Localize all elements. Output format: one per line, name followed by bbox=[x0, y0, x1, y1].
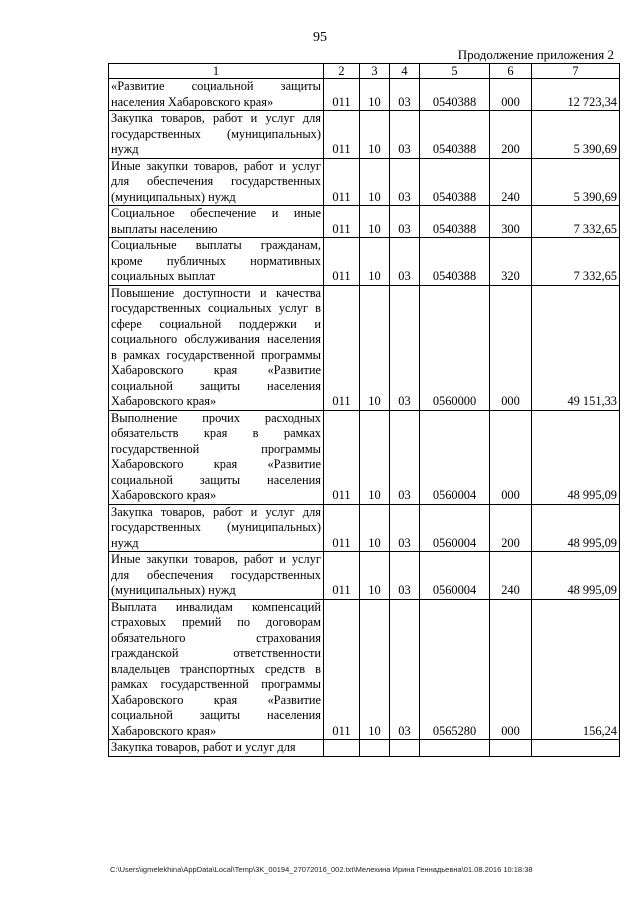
row-value-cell: 48 995,09 bbox=[532, 410, 620, 504]
table-row bbox=[109, 552, 620, 600]
table-row bbox=[109, 410, 620, 504]
row-value-cell: 011 bbox=[324, 79, 360, 111]
row-name-cell: Выплата инвалидам компенсаций страховых премий по договорам обязательного страхования гражданской ответственности владельцев транспортных средств в рамках государственной программы Хабаровского края «Развитие социальной защиты населения Хабаровского края» bbox=[109, 599, 324, 740]
row-value-cell bbox=[490, 740, 532, 757]
table-row bbox=[109, 79, 620, 111]
row-value-cell: 000 bbox=[490, 285, 532, 410]
row-value-cell: 10 bbox=[360, 111, 390, 159]
row-value-cell: 03 bbox=[390, 111, 420, 159]
row-value-cell: 03 bbox=[390, 552, 420, 600]
row-value-cell: 000 bbox=[490, 410, 532, 504]
file-path-footer: C:\Users\igmelekhina\AppData\Local\Temp\3K_00194_27072016_002.txt\Мелехина Ирина Геннадьевна\01.08.2016 10:18:38 bbox=[110, 865, 533, 874]
row-value-cell: 10 bbox=[360, 285, 390, 410]
table-row bbox=[109, 158, 620, 206]
row-value-cell: 011 bbox=[324, 285, 360, 410]
row-value-cell: 0540388 bbox=[420, 206, 490, 238]
row-value-cell: 10 bbox=[360, 158, 390, 206]
row-value-cell: 03 bbox=[390, 79, 420, 111]
table-header-cell: 3 bbox=[360, 64, 390, 79]
row-value-cell: 5 390,69 bbox=[532, 158, 620, 206]
row-value-cell: 000 bbox=[490, 599, 532, 740]
table-header-cell: 6 bbox=[490, 64, 532, 79]
row-value-cell: 011 bbox=[324, 238, 360, 286]
row-value-cell: 10 bbox=[360, 410, 390, 504]
table-header-cell: 2 bbox=[324, 64, 360, 79]
table-header-row bbox=[109, 64, 620, 79]
row-value-cell: 10 bbox=[360, 79, 390, 111]
row-value-cell bbox=[420, 740, 490, 757]
table-row bbox=[109, 599, 620, 740]
row-value-cell: 011 bbox=[324, 504, 360, 552]
row-name-cell: Закупка товаров, работ и услуг для bbox=[109, 740, 324, 757]
row-value-cell: 011 bbox=[324, 206, 360, 238]
row-value-cell: 03 bbox=[390, 206, 420, 238]
table-row bbox=[109, 285, 620, 410]
row-value-cell: 5 390,69 bbox=[532, 111, 620, 159]
row-value-cell bbox=[360, 740, 390, 757]
row-value-cell: 03 bbox=[390, 504, 420, 552]
row-name-cell: Закупка товаров, работ и услуг для государственных (муниципальных) нужд bbox=[109, 504, 324, 552]
table-row bbox=[109, 504, 620, 552]
row-name-cell: Закупка товаров, работ и услуг для государственных (муниципальных) нужд bbox=[109, 111, 324, 159]
row-value-cell: 12 723,34 bbox=[532, 79, 620, 111]
row-value-cell: 200 bbox=[490, 504, 532, 552]
row-value-cell: 300 bbox=[490, 206, 532, 238]
row-value-cell: 0560000 bbox=[420, 285, 490, 410]
row-value-cell: 10 bbox=[360, 206, 390, 238]
row-value-cell: 0560004 bbox=[420, 410, 490, 504]
page-number: 95 bbox=[313, 30, 327, 45]
row-name-cell: «Развитие социальной защиты населения Хабаровского края» bbox=[109, 79, 324, 111]
row-value-cell: 011 bbox=[324, 158, 360, 206]
continuation-label: Продолжение приложения 2 bbox=[457, 47, 614, 62]
row-value-cell bbox=[532, 740, 620, 757]
row-value-cell: 48 995,09 bbox=[532, 552, 620, 600]
row-value-cell: 7 332,65 bbox=[532, 238, 620, 286]
row-value-cell: 0565280 bbox=[420, 599, 490, 740]
row-value-cell: 10 bbox=[360, 238, 390, 286]
row-value-cell: 03 bbox=[390, 285, 420, 410]
row-value-cell bbox=[324, 740, 360, 757]
row-name-cell: Социальное обеспечение и иные выплаты населению bbox=[109, 206, 324, 238]
table-header-cell: 4 bbox=[390, 64, 420, 79]
table-row bbox=[109, 111, 620, 159]
row-name-cell: Иные закупки товаров, работ и услуг для обеспечения государственных (муниципальных) нужд bbox=[109, 158, 324, 206]
row-value-cell: 240 bbox=[490, 158, 532, 206]
row-value-cell: 03 bbox=[390, 238, 420, 286]
table-header-cell: 7 bbox=[532, 64, 620, 79]
row-value-cell: 011 bbox=[324, 599, 360, 740]
row-value-cell: 03 bbox=[390, 410, 420, 504]
row-value-cell: 000 bbox=[490, 79, 532, 111]
row-value-cell: 200 bbox=[490, 111, 532, 159]
row-value-cell: 0540388 bbox=[420, 111, 490, 159]
row-value-cell: 011 bbox=[324, 410, 360, 504]
row-value-cell: 320 bbox=[490, 238, 532, 286]
row-value-cell: 10 bbox=[360, 599, 390, 740]
row-value-cell: 011 bbox=[324, 111, 360, 159]
budget-table bbox=[108, 63, 620, 757]
row-value-cell: 0540388 bbox=[420, 79, 490, 111]
table-row bbox=[109, 238, 620, 286]
table-header-cell: 1 bbox=[109, 64, 324, 79]
row-value-cell: 0560004 bbox=[420, 552, 490, 600]
row-value-cell: 48 995,09 bbox=[532, 504, 620, 552]
row-value-cell: 156,24 bbox=[532, 599, 620, 740]
row-value-cell: 49 151,33 bbox=[532, 285, 620, 410]
row-name-cell: Иные закупки товаров, работ и услуг для обеспечения государственных (муниципальных) нужд bbox=[109, 552, 324, 600]
row-name-cell: Повышение доступности и качества государственных социальных услуг в сфере социальной поддержки и социального обслуживания населения в рамках государственной программы Хабаровского края «Развитие социальной защиты населения Хабаровского края» bbox=[109, 285, 324, 410]
row-value-cell: 0540388 bbox=[420, 238, 490, 286]
row-value-cell: 03 bbox=[390, 599, 420, 740]
row-value-cell: 240 bbox=[490, 552, 532, 600]
row-value-cell: 0540388 bbox=[420, 158, 490, 206]
row-value-cell: 10 bbox=[360, 504, 390, 552]
row-value-cell: 011 bbox=[324, 552, 360, 600]
row-name-cell: Выполнение прочих расходных обязательств края в рамках государственной программы Хабаровского края «Развитие социальной защиты населения Хабаровского края» bbox=[109, 410, 324, 504]
table-row bbox=[109, 740, 620, 757]
row-name-cell: Социальные выплаты гражданам, кроме публичных нормативных социальных выплат bbox=[109, 238, 324, 286]
row-value-cell bbox=[390, 740, 420, 757]
table-row bbox=[109, 206, 620, 238]
row-value-cell: 0560004 bbox=[420, 504, 490, 552]
row-value-cell: 10 bbox=[360, 552, 390, 600]
table-header-cell: 5 bbox=[420, 64, 490, 79]
row-value-cell: 03 bbox=[390, 158, 420, 206]
row-value-cell: 7 332,65 bbox=[532, 206, 620, 238]
